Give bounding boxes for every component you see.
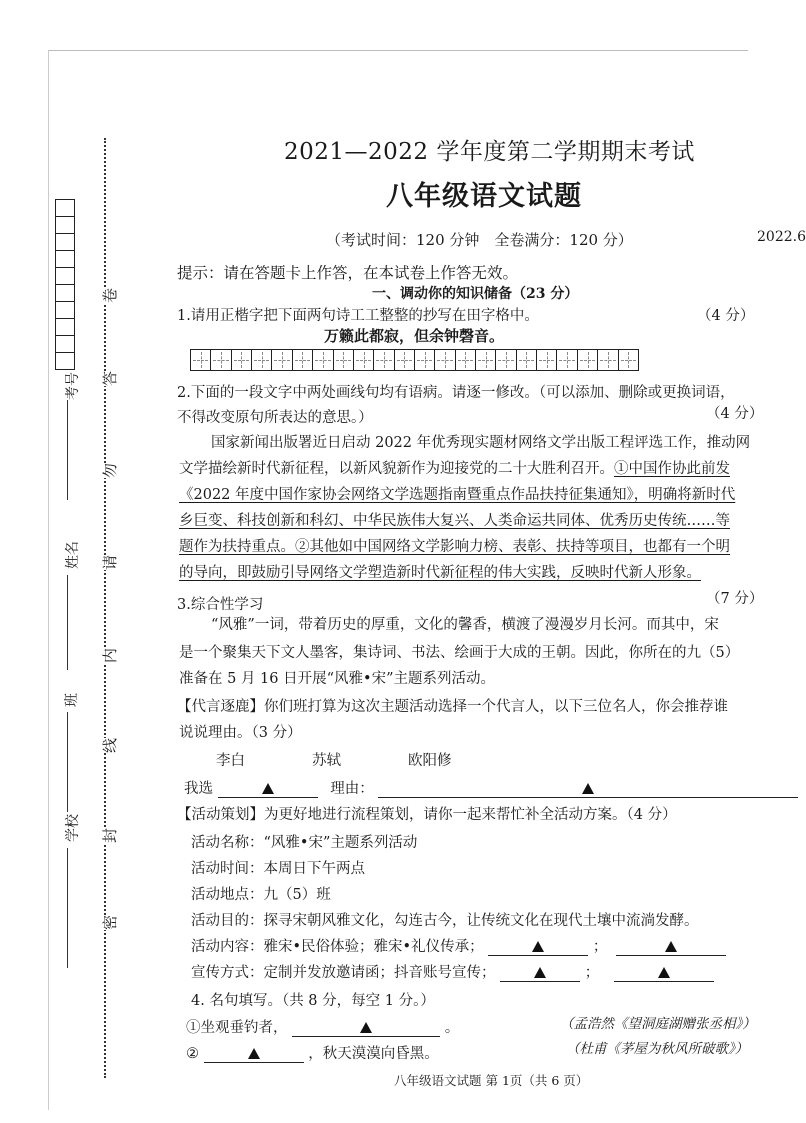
- exam-title: 2021—2022 学年度第二学期期末考试: [284, 139, 695, 165]
- exam-info: （考试时间：120 分钟 全卷满分：120 分）: [326, 231, 633, 249]
- answer-marker-icon: [532, 941, 544, 952]
- publicity-blank-1[interactable]: [500, 965, 580, 982]
- q2-underlined-sentence-1: 题作为扶持重点。: [179, 539, 295, 555]
- plan-item: 活动地点：九（5）班: [191, 887, 331, 903]
- q1-poem: 万籁此都寂，但余钟磬音。: [324, 327, 505, 345]
- choose-label: 我选: [184, 781, 213, 797]
- content-blank-1[interactable]: [488, 939, 588, 956]
- q2-prompt-line1: 2.下面的一段文字中两处画线句均有语病。请逐一修改。（可以添加、删除或更换词语，: [177, 385, 735, 401]
- answer-marker-icon: [360, 1022, 372, 1033]
- choose-row: [184, 777, 798, 798]
- q2-paragraph: 国家新闻出版署近日启动 2022 年优秀现实题材网络文学出版工程评选工作，推动网: [211, 435, 751, 451]
- q2-underlined-sentence-1: 乡巨变、科技创新和科幻、中华民族伟大复兴、人类命运共同体、优秀历史传统……等: [179, 513, 730, 529]
- q3-task2: 【活动策划】为更好地进行流程策划，请你一起来帮忙补全活动方案。（4 分）: [177, 807, 677, 823]
- q4-blank-1[interactable]: [292, 1020, 440, 1037]
- answer-marker-icon: [248, 1048, 260, 1059]
- plan-item: 活动时间：本周日下午两点: [191, 861, 365, 877]
- publicity-blank-2[interactable]: [614, 965, 714, 982]
- q2-underlined-sentence-1: 《2022 年度中国作家协会网络文学选题指南暨重点作品扶持征集通知》，明确将新时代: [179, 487, 736, 503]
- scan-top-edge: [48, 50, 748, 51]
- plan-item: 活动名称：“风雅•宋”主题系列活动: [191, 835, 418, 851]
- exam-tip: 提示：请在答题卡上作答，在本试卷上作答无效。: [177, 264, 519, 282]
- tianzige-grid[interactable]: [190, 349, 639, 371]
- exam-subtitle: 八年级语文试题: [386, 181, 582, 212]
- exam-number-grid[interactable]: [55, 199, 75, 370]
- candidate-option: 欧阳修: [408, 753, 452, 769]
- name-label: 姓名: [65, 541, 81, 569]
- q4-source-1: （孟浩然《望洞庭湖赠张丞相》）: [560, 1016, 756, 1032]
- reason-blank[interactable]: [378, 781, 798, 798]
- candidate-option: 李白: [216, 753, 245, 769]
- choose-blank[interactable]: [218, 781, 318, 798]
- binding-char: 卷: [101, 287, 120, 304]
- publicity-label: 宣传方式：定制并发放邀请函；抖音账号宣传；: [191, 965, 496, 981]
- class-label: 班: [64, 693, 80, 707]
- q4-item-2: ② ，秋天漠漠向昏黑。: [186, 1046, 439, 1062]
- q3-score: （7 分）: [706, 591, 764, 607]
- binding-char: 线: [101, 737, 120, 754]
- q3-task1: 说说理由。（3 分）: [179, 725, 302, 741]
- q1-score: （4 分）: [697, 308, 755, 324]
- page-footer: 八年级语文试题 第 1页（共 6 页）: [394, 1073, 589, 1088]
- q1-prompt: 1.请用正楷字把下面两句诗工工整整的抄写在田字格中。: [177, 308, 539, 324]
- plan-publicity-row: [191, 961, 714, 982]
- plan-content-row: [191, 935, 726, 956]
- school-label: 学校: [65, 814, 81, 842]
- q2-paragraph: 文学描绘新时代新征程，以新风貌新作为迎接党的二十大胜利召开。①中国作协此前发: [179, 461, 730, 477]
- exam-no-line[interactable]: [67, 400, 68, 500]
- reason-label: 理由：: [330, 781, 374, 797]
- binding-char: 勿: [101, 462, 120, 479]
- binding-char: 内: [101, 647, 120, 664]
- scan-left-edge: [48, 50, 49, 1110]
- q2-score: （4 分）: [706, 406, 764, 422]
- q4-item-1: ①坐观垂钓者， 。: [186, 1020, 460, 1036]
- exam-date: 2022.6: [757, 229, 806, 245]
- binding-line: [104, 138, 106, 1078]
- q2-underlined-sentence-2: 的导向，即鼓励引导网络文学塑造新时代新征程的伟大实践，反映时代新人形象。: [179, 565, 701, 581]
- q3-paragraph: 是一个聚集天下文人墨客，集诗词、书法、绘画于大成的王朝。因此，你所在的九（5）: [179, 645, 740, 661]
- q2-prompt-line2: 不得改变原句所表达的意思。）: [177, 410, 373, 426]
- q3-paragraph: “风雅”一词，带着历史的厚重，文化的馨香，横渡了漫漫岁月长河。而其中，宋: [211, 617, 719, 633]
- q2-paragraph: [179, 535, 794, 556]
- answer-marker-icon: [582, 783, 594, 794]
- section-heading: 一、调动你的知识储备（23 分）: [372, 286, 579, 302]
- binding-char: 密: [101, 914, 120, 931]
- separator: ；: [584, 965, 600, 981]
- plan-item: 活动目的：探寻宋朝风雅文化，勾连古今，让传统文化在现代土壤中流淌发酵。: [191, 913, 699, 929]
- answer-marker-icon: [665, 941, 677, 952]
- name-line[interactable]: [67, 575, 68, 670]
- answer-marker-icon: [658, 967, 670, 978]
- exam-no-label: 考号: [65, 372, 81, 400]
- class-line[interactable]: [67, 712, 68, 812]
- content-blank-2[interactable]: [616, 939, 726, 956]
- school-line[interactable]: [67, 848, 68, 968]
- separator: ；: [592, 939, 608, 955]
- q2-underlined-sentence-2: ②其他如中国网络文学影响力榜、表彰、扶持等项目，也都有一个明: [295, 539, 730, 555]
- binding-char: 答: [101, 370, 120, 387]
- q4-source-2: （杜甫《茅屋为秋风所破歌》）: [566, 1041, 749, 1057]
- q3-task1: 【代言逐鹿】你们班打算为这次主题活动选择一个代言人，以下三位名人，你会推荐谁: [177, 699, 728, 715]
- q3-paragraph: 准备在 5 月 16 日开展“风雅•宋”主题系列活动。: [179, 671, 495, 687]
- q3-prompt: 3.综合性学习: [177, 597, 264, 613]
- binding-char: 封: [101, 827, 120, 844]
- q2-underlined-sentence-1: ①中国作协此前发: [614, 461, 730, 477]
- answer-marker-icon: [534, 967, 546, 978]
- content-label: 活动内容：雅宋•民俗体验；雅宋•礼仪传承；: [191, 939, 484, 955]
- answer-marker-icon: [262, 783, 274, 794]
- binding-char: 请: [101, 554, 120, 571]
- q4-blank-2[interactable]: [204, 1046, 304, 1063]
- q4-prompt: 4. 名句填写。（共 8 分，每空 1 分。）: [191, 993, 435, 1009]
- candidate-option: 苏轼: [312, 753, 341, 769]
